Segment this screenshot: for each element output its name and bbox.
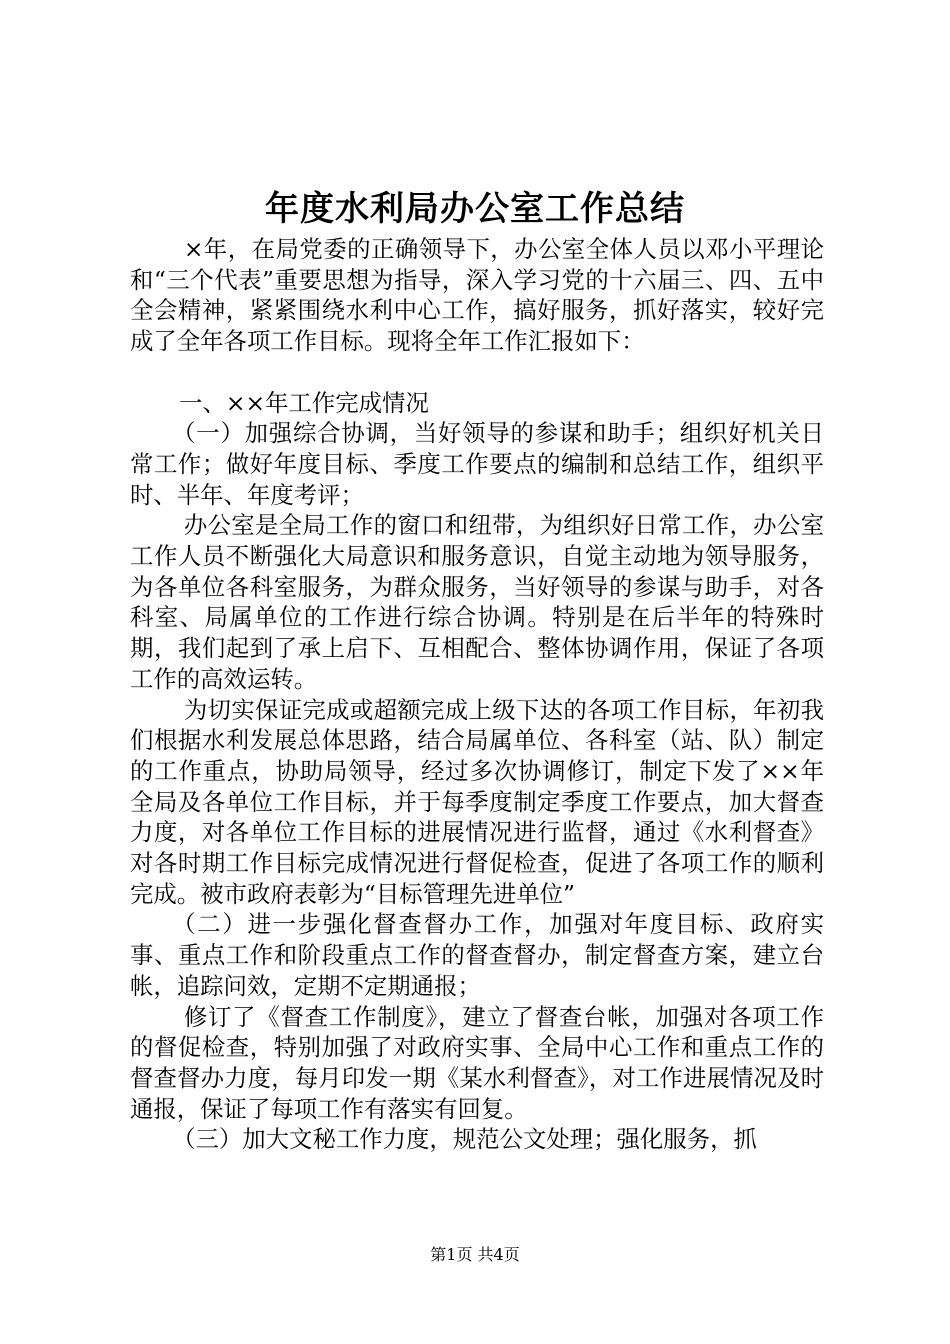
subsection-heading-1: （一）加强综合协调，当好领导的参谋和助手；组织好机关日常工作；做好年度目标、季度工作要点的编制和总结工作，组织平时、半年、年度考评； [130,419,824,509]
body-paragraph: 办公室是全局工作的窗口和纽带，为组织好日常工作，办公室工作人员不断强化大局意识和服务意识，自觉主动地为领导服务，为各单位各科室服务，为群众服务，当好领导的参谋与助手，对各科室、局属单位的工作进行综合协调。特别是在后半年的特殊时期，我们起到了承上启下、互相配合、整体协调作用，保证了各项工作的高效运转。 [130,511,824,693]
body-paragraph: 为切实保证完成或超额完成上级下达的各项工作目标，年初我们根据水利发展总体思路，结合局属单位、各科室（站、队）制定的工作重点，协助局领导，经过多次协调修订，制定下发了××年全局及各单位工作目标，并于每季度制定季度工作要点，加大督查力度，对各单位工作目标的进展情况进行监督，通过《水利督查》对各时期工作目标完成情况进行督促检查，促进了各项工作的顺利完成。被市政府表彰为“目标管理先进单位” [130,695,824,908]
subsection-heading-3: （三）加大文秘工作力度，规范公文处理；强化服务，抓 [172,1125,757,1154]
page-footer: 第1页 共4页 [430,1245,520,1264]
intro-paragraph: ×年，在局党委的正确领导下，办公室全体人员以邓小平理论和“三个代表”重要思想为指导，深入学习党的十六届三、四、五中全会精神，紧紧围绕水利中心工作，搞好服务，抓好落实，较好完成了全年各项工作目标。现将全年工作汇报如下： [130,235,824,356]
section-heading: 一、××年工作完成情况 [179,388,429,417]
document-title: 年度水利局办公室工作总结 [265,189,685,229]
document-body [130,234,824,1155]
subsection-heading-2: （二）进一步强化督查督办工作，加强对年度目标、政府实事、重点工作和阶段重点工作的督查督办，制定督查方案，建立台帐，追踪问效，定期不定期通报； [130,910,824,1000]
body-paragraph: 修订了《督查工作制度》，建立了督查台帐，加强对各项工作的督促检查，特别加强了对政府实事、全局中心工作和重点工作的督查督办力度，每月印发一期《某水利督查》，对工作进展情况及时通报，保证了每项工作有落实有回复。 [130,1002,824,1123]
